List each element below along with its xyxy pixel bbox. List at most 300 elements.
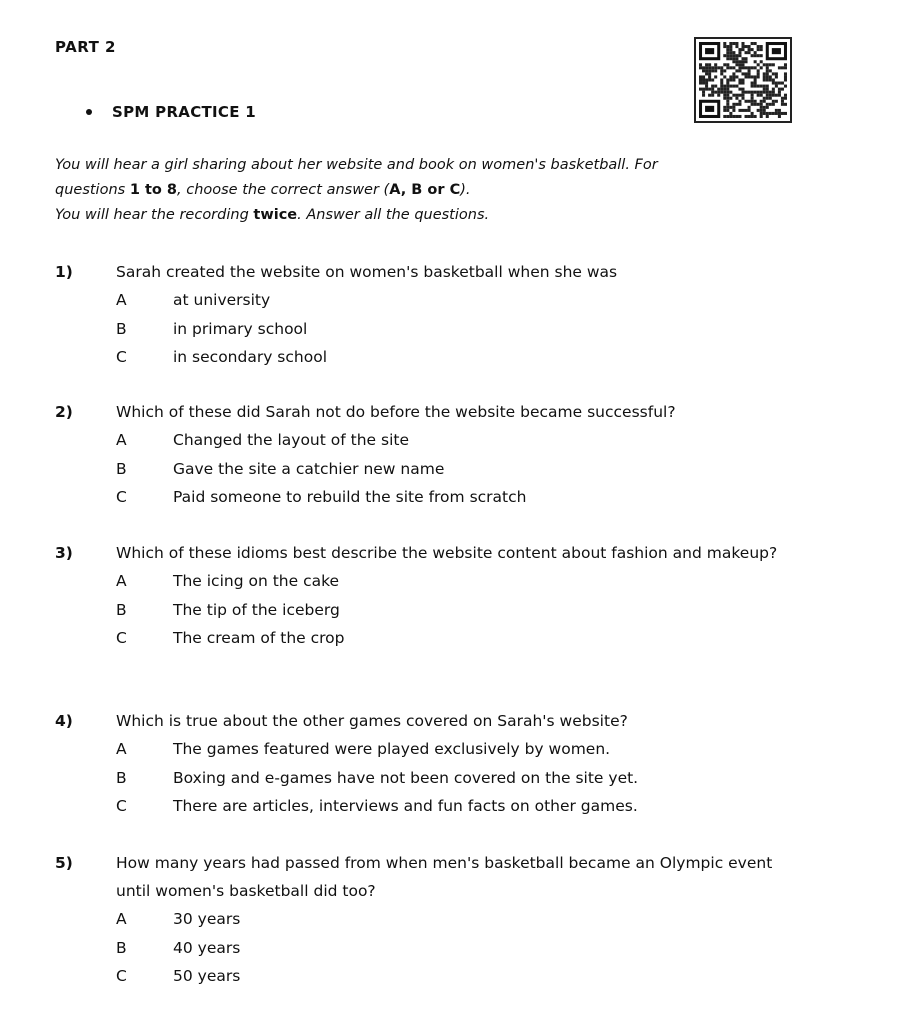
qr-module — [732, 54, 735, 57]
qr-module — [720, 82, 723, 85]
qr-module — [735, 85, 738, 88]
qr-module — [705, 63, 708, 66]
qr-module — [757, 94, 760, 97]
instructions — [55, 153, 815, 228]
qr-module — [732, 85, 735, 88]
qr-module — [784, 112, 787, 115]
instr-bold: or — [422, 182, 450, 198]
qr-module — [775, 100, 778, 103]
qr-module — [711, 66, 714, 69]
option-text: in primary school — [173, 319, 308, 338]
qr-module — [735, 54, 738, 57]
qr-module — [738, 51, 741, 54]
qr-module — [738, 78, 741, 81]
qr-module — [784, 75, 787, 78]
instr-bold: A — [389, 182, 401, 198]
option-c — [55, 624, 815, 653]
qr-module — [763, 72, 766, 75]
qr-module — [735, 63, 738, 66]
qr-module — [738, 109, 741, 112]
qr-module — [720, 69, 723, 72]
option-letter: B — [116, 319, 127, 338]
qr-module — [775, 109, 778, 112]
option-c — [55, 792, 815, 821]
qr-module — [757, 72, 760, 75]
qr-module — [760, 109, 763, 112]
qr-module — [757, 48, 760, 51]
qr-module — [699, 88, 702, 91]
option-letter: A — [116, 740, 127, 758]
qr-module — [751, 75, 754, 78]
option-letter: A — [116, 431, 127, 449]
qr-module — [772, 103, 775, 106]
qr-module — [769, 91, 772, 94]
option-text: 40 years — [173, 938, 241, 957]
qr-module — [741, 60, 744, 63]
qr-module — [748, 91, 751, 94]
qr-module — [735, 103, 738, 106]
qr-module — [732, 78, 735, 81]
option-a — [55, 905, 815, 934]
qr-module — [729, 45, 732, 48]
qr-module — [714, 85, 717, 88]
question-number: 5) — [55, 854, 73, 872]
qr-module — [702, 88, 705, 91]
qr-module — [726, 94, 729, 97]
qr-module — [757, 63, 760, 66]
option-b — [55, 596, 815, 625]
question-number: 4) — [55, 712, 73, 730]
qr-module — [781, 66, 784, 69]
qr-module — [766, 78, 769, 81]
qr-module — [729, 75, 732, 78]
qr-module — [708, 94, 711, 97]
qr-module — [726, 57, 729, 60]
qr-module — [745, 51, 748, 54]
qr-module — [735, 94, 738, 97]
part-title: PART 2 — [55, 38, 116, 56]
qr-module — [705, 66, 708, 69]
option-text: 50 years — [173, 967, 241, 985]
qr-module — [723, 115, 726, 118]
instr-bold: B — [411, 182, 423, 198]
question-text: Sarah created the website on women's basketball when she was — [116, 263, 618, 281]
qr-module — [738, 66, 741, 69]
qr-module — [726, 78, 729, 81]
qr-module — [726, 82, 729, 85]
qr-module — [741, 42, 744, 45]
qr-module — [745, 91, 748, 94]
qr-module — [708, 72, 711, 75]
qr-module — [711, 78, 714, 81]
qr-module — [729, 85, 732, 88]
option-b — [55, 764, 815, 793]
qr-module — [720, 88, 723, 91]
qr-module — [766, 97, 769, 100]
option-a — [55, 286, 815, 315]
qr-module — [699, 75, 702, 78]
qr-module — [751, 112, 754, 115]
qr-module — [748, 48, 751, 51]
option-letter: A — [116, 291, 127, 309]
option-letter: C — [116, 629, 127, 647]
qr-module — [729, 48, 732, 51]
qr-module — [766, 103, 769, 106]
qr-module — [702, 75, 705, 78]
qr-module — [720, 72, 723, 75]
qr-module — [723, 69, 726, 72]
option-text: The cream of the crop — [173, 629, 345, 647]
qr-module — [717, 94, 720, 97]
qr-module — [735, 57, 738, 60]
option-text: There are articles, interviews and fun facts on other games. — [173, 797, 638, 815]
practice-heading — [86, 103, 256, 121]
practice-title: SPM PRACTICE 1 — [112, 103, 257, 121]
qr-module — [723, 94, 726, 97]
qr-module — [751, 91, 754, 94]
qr-module — [705, 69, 708, 72]
option-letter: C — [116, 797, 127, 815]
qr-module — [732, 66, 735, 69]
qr-module — [729, 91, 732, 94]
qr-module — [717, 91, 720, 94]
qr-module — [738, 94, 741, 97]
question-number: 2) — [55, 403, 73, 421]
qr-module — [784, 85, 787, 88]
qr-module — [769, 112, 772, 115]
qr-module — [772, 112, 775, 115]
qr-module — [726, 48, 729, 51]
qr-module — [760, 103, 763, 106]
qr-module — [732, 94, 735, 97]
qr-module — [745, 115, 748, 118]
qr-module — [702, 82, 705, 85]
qr-module — [714, 91, 717, 94]
qr-module — [723, 75, 726, 78]
qr-module — [754, 75, 757, 78]
question-text: Which of these idioms best describe the website content about fashion and makeup? — [116, 544, 778, 562]
qr-module — [717, 88, 720, 91]
qr-module — [748, 66, 751, 69]
qr-module — [757, 85, 760, 88]
option-text: at university — [173, 291, 271, 309]
option-letter: A — [116, 572, 127, 590]
qr-module — [699, 82, 702, 85]
qr-module — [766, 106, 769, 109]
qr-module — [702, 91, 705, 94]
qr-module — [748, 109, 751, 112]
option-text: Changed the layout of the site — [173, 431, 409, 449]
instr-text: questions — [55, 182, 130, 198]
qr-module — [757, 109, 760, 112]
instr-bold: to — [139, 182, 167, 198]
qr-module — [702, 94, 705, 97]
qr-module — [726, 63, 729, 66]
qr-module — [708, 75, 711, 78]
option-a — [55, 567, 815, 596]
qr-module — [708, 88, 711, 91]
qr-module — [732, 60, 735, 63]
qr-module — [751, 103, 754, 106]
qr-module — [726, 66, 729, 69]
qr-module — [766, 88, 769, 91]
qr-module — [738, 100, 741, 103]
qr-module — [754, 103, 757, 106]
qr-module — [705, 88, 708, 91]
qr-module — [708, 69, 711, 72]
qr-module — [778, 115, 781, 118]
qr-module — [726, 100, 729, 103]
qr-module — [754, 60, 757, 63]
qr-module — [738, 103, 741, 106]
qr-module — [763, 100, 766, 103]
qr-module — [751, 54, 754, 57]
qr-module — [769, 94, 772, 97]
qr-module — [699, 63, 702, 66]
qr-module — [741, 63, 744, 66]
instr-text: ). — [460, 182, 471, 198]
qr-module — [723, 54, 726, 57]
qr-module — [784, 78, 787, 81]
qr-module — [726, 103, 729, 106]
qr-module — [754, 66, 757, 69]
qr-module — [748, 100, 751, 103]
qr-module — [729, 112, 732, 115]
qr-module — [760, 94, 763, 97]
qr-module — [741, 45, 744, 48]
qr-module — [775, 94, 778, 97]
qr-module — [741, 94, 744, 97]
qr-module — [766, 112, 769, 115]
instr-bold: 1 — [129, 182, 140, 198]
qr-module — [745, 100, 748, 103]
qr-module — [702, 66, 705, 69]
qr-module — [711, 69, 714, 72]
question-4 — [55, 707, 815, 821]
option-text: The tip of the iceberg — [173, 600, 340, 619]
qr-module — [781, 112, 784, 115]
option-text: in secondary school — [173, 348, 328, 366]
qr-module — [714, 69, 717, 72]
option-b — [55, 934, 815, 963]
qr-module — [766, 75, 769, 78]
qr-module — [778, 112, 781, 115]
qr-module — [763, 91, 766, 94]
qr-module — [760, 85, 763, 88]
qr-module — [760, 100, 763, 103]
qr-module — [720, 66, 723, 69]
qr-module — [720, 85, 723, 88]
qr-module — [726, 106, 729, 109]
qr-module — [745, 45, 748, 48]
qr-module — [754, 85, 757, 88]
instructions-line-3 — [55, 203, 815, 228]
qr-module — [732, 57, 735, 60]
qr-module — [726, 51, 729, 54]
option-text: The icing on the cake — [173, 572, 340, 590]
qr-module — [754, 91, 757, 94]
qr-module — [732, 103, 735, 106]
qr-code-icon — [694, 37, 792, 123]
qr-module — [729, 78, 732, 81]
qr-module — [751, 82, 754, 85]
qr-module — [711, 85, 714, 88]
option-b — [55, 455, 815, 484]
qr-module — [702, 78, 705, 81]
option-text: Gave the site a catchier new name — [173, 459, 445, 478]
qr-module — [741, 97, 744, 100]
instructions-line-1: You will hear a girl sharing about her website and book on women's basketball. For — [55, 157, 658, 173]
qr-module — [732, 42, 735, 45]
qr-module — [778, 91, 781, 94]
option-letter: B — [116, 768, 127, 787]
qr-module — [784, 63, 787, 66]
qr-module — [738, 48, 741, 51]
qr-module — [738, 88, 741, 91]
qr-module — [741, 91, 744, 94]
qr-module — [726, 54, 729, 57]
bullet-icon — [86, 109, 92, 115]
qr-module — [769, 103, 772, 106]
qr-module — [729, 54, 732, 57]
qr-module — [726, 109, 729, 112]
qr-module — [741, 88, 744, 91]
qr-module — [757, 54, 760, 57]
qr-module — [726, 97, 729, 100]
qr-module — [760, 60, 763, 63]
option-a — [55, 426, 815, 455]
qr-module — [729, 51, 732, 54]
qr-module — [720, 91, 723, 94]
qr-module — [726, 115, 729, 118]
qr-module — [708, 78, 711, 81]
qr-module — [699, 78, 702, 81]
qr-module — [748, 75, 751, 78]
qr-module — [751, 42, 754, 45]
qr-module — [784, 66, 787, 69]
qr-module — [769, 69, 772, 72]
qr-module — [735, 97, 738, 100]
qr-module — [729, 57, 732, 60]
qr-module — [760, 106, 763, 109]
instr-bold: 8 — [166, 182, 177, 198]
qr-module — [778, 66, 781, 69]
qr-module — [741, 72, 744, 75]
qr-module — [769, 75, 772, 78]
qr-module — [726, 91, 729, 94]
qr-module — [738, 60, 741, 63]
qr-module — [751, 97, 754, 100]
instr-text: , choose the correct answer ( — [177, 182, 390, 198]
qr-module — [714, 63, 717, 66]
option-text: The games featured were played exclusively by women. — [173, 740, 611, 758]
qr-module — [754, 54, 757, 57]
qr-module — [778, 82, 781, 85]
qr-module — [766, 63, 769, 66]
instr-bold: , — [400, 182, 412, 198]
qr-module — [711, 91, 714, 94]
qr-module — [772, 72, 775, 75]
question-1 — [55, 258, 815, 372]
qr-module — [748, 115, 751, 118]
qr-module — [741, 82, 744, 85]
qr-module — [757, 45, 760, 48]
qr-module — [775, 112, 778, 115]
option-c — [55, 343, 815, 372]
qr-module — [754, 115, 757, 118]
qr-module — [735, 115, 738, 118]
qr-module — [781, 103, 784, 106]
qr-module — [723, 109, 726, 112]
question-number: 1) — [55, 263, 73, 281]
qr-module — [720, 78, 723, 81]
qr-module — [763, 85, 766, 88]
qr-module — [738, 54, 741, 57]
qr-module — [738, 69, 741, 72]
qr-module — [760, 91, 763, 94]
qr-module — [723, 91, 726, 94]
option-a — [55, 735, 815, 764]
qr-module — [766, 94, 769, 97]
qr-module — [784, 97, 787, 100]
qr-module — [769, 63, 772, 66]
qr-module — [741, 57, 744, 60]
question-3 — [55, 539, 815, 653]
option-letter: A — [116, 910, 127, 928]
qr-module — [754, 100, 757, 103]
qr-module — [754, 42, 757, 45]
qr-module — [751, 66, 754, 69]
qr-module — [775, 75, 778, 78]
qr-module — [714, 75, 717, 78]
qr-module — [745, 75, 748, 78]
qr-module — [757, 91, 760, 94]
qr-module — [741, 48, 744, 51]
qr-module — [717, 66, 720, 69]
qr-module — [732, 115, 735, 118]
instr-text: . Answer all the questions. — [297, 207, 490, 223]
qr-module — [735, 60, 738, 63]
option-text: Paid someone to rebuild the site from scratch — [173, 488, 527, 506]
qr-module — [769, 97, 772, 100]
qr-module — [766, 72, 769, 75]
qr-module — [745, 57, 748, 60]
qr-module — [723, 106, 726, 109]
qr-module — [754, 51, 757, 54]
qr-module — [772, 78, 775, 81]
qr-module — [754, 82, 757, 85]
qr-module — [781, 100, 784, 103]
qr-module — [766, 115, 769, 118]
qr-module — [705, 85, 708, 88]
qr-module — [766, 69, 769, 72]
qr-module — [778, 94, 781, 97]
qr-module — [745, 60, 748, 63]
qr-module — [784, 94, 787, 97]
qr-module — [729, 42, 732, 45]
qr-module — [781, 88, 784, 91]
option-letter: B — [116, 938, 127, 957]
qr-module — [723, 97, 726, 100]
qr-module — [738, 115, 741, 118]
qr-module — [714, 66, 717, 69]
qr-module — [772, 94, 775, 97]
option-letter: C — [116, 967, 127, 985]
instr-bold: twice — [253, 207, 298, 223]
question-text: Which is true about the other games covered on Sarah's website? — [116, 712, 628, 730]
option-text: 30 years — [173, 910, 241, 928]
qr-module — [732, 51, 735, 54]
